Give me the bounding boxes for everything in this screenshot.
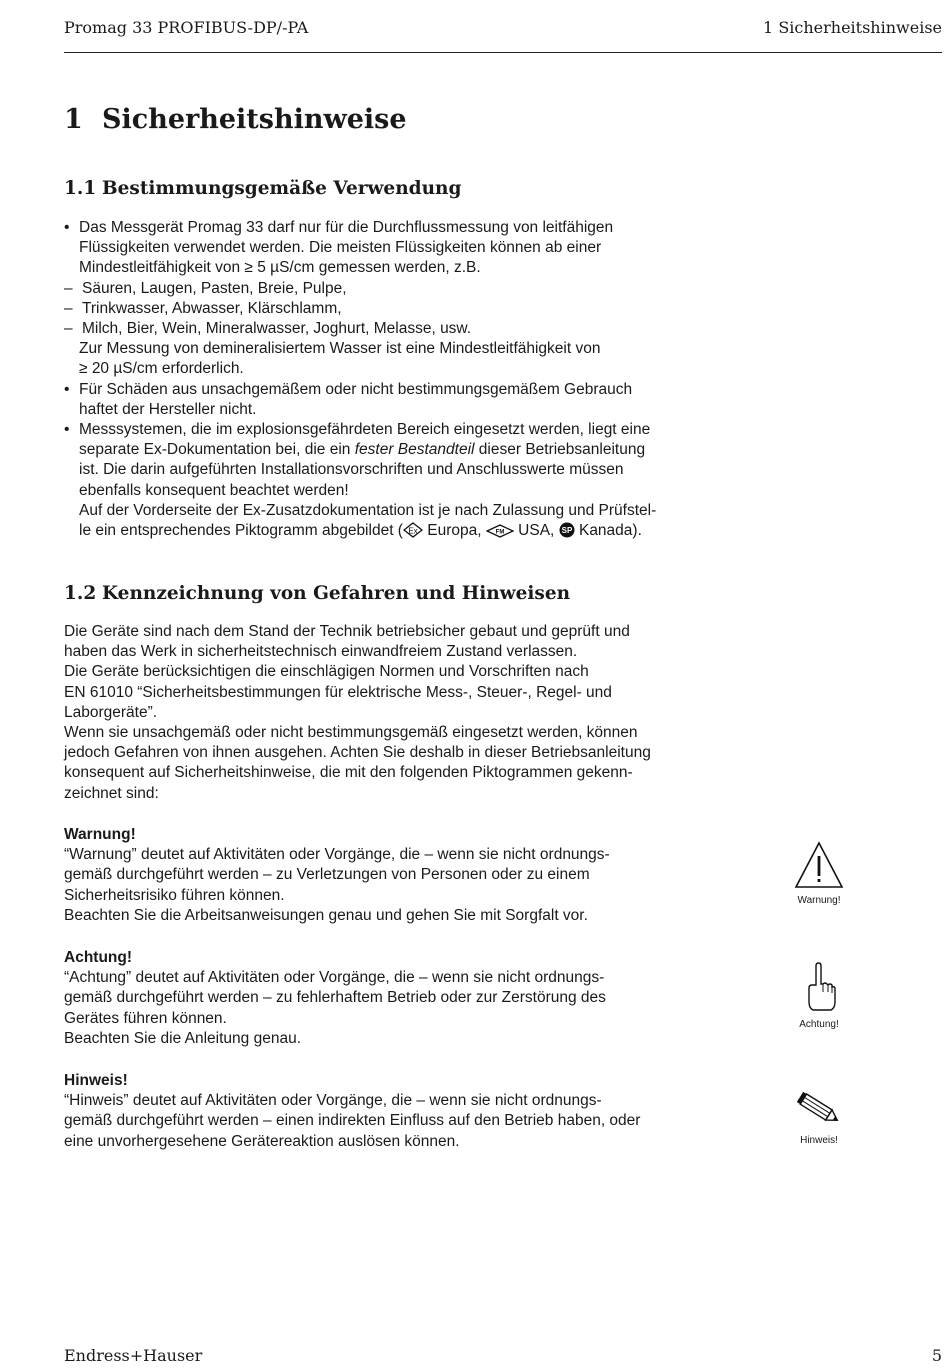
section-heading-1-2 [64,582,570,606]
page-header [64,18,942,53]
note-title: Hinweis! [64,1072,128,1089]
warning-block: Warnung! “Warnung” deutet auf Aktivitäten oder Vorgänge, die – wenn sie nicht ordnungs- gemäß durchgeführt werden – zu Verletzungen von Personen oder zu einem Sicherheitsrisiko führen können. Beachten Sie die Arbeitsanweisungen genau und gehen Sie mit Sorgfalt vor. [64,825,724,926]
caution-pictogram [784,962,854,1031]
section-1-1-body: • Das Messgerät Promag 33 darf nur für die Durchflussmessung von leitfähigen Flüssigkeiten verwendet werden. Die meisten Flüssigkeiten können ab einer Mindestleitfähigkeit von ≥ 5 µS/cm gemessen werden, z.B. – Säuren, Laugen, Pasten, Breie, Pulpe, – Trinkwasser, Abwasser, Klärschlamm, – Milch, Bier, Wein, Mineralwasser, Joghurt, Melasse, usw. Zur Messung von demineralisiertem Wasser ist eine Mindestleitfähigkeit von ≥ 20 µS/cm erforderlich. • Für Schäden aus unsachgemäßem oder nicht bestimmungsgemäßem Gebrauch haftet der Hersteller nicht. • Messsystemen, die im explosionsgefährdeten Bereich eingesetzt werden, liegt eine separate Ex-Dokumentation bei, die ein fester Bestandteil dieser Betriebsanleitung ist. Die darin aufgeführten Installationsvorschriften und Anschlusswerte müssen ebenfalls konsequent beachtet werden! Auf der Vorderseite der Ex-Zusatzdokumentation ist je nach Zulassung und Prüfstel- le ein entsprechendes Piktogramm abgebildet ( Ex Europa, FM USA, SP Kanada). [64,218,724,544]
section-heading-1-1 [64,177,461,201]
pencil-icon [794,1090,844,1130]
fm-usa-icon [486,524,514,544]
section-title: Kennzeichnung von Gefahren und Hinweisen [102,583,571,604]
note-pictogram [784,1090,854,1147]
section-number: 1.2 [64,583,97,604]
chapter-number: 1 [64,104,83,135]
note-block: Hinweis! “Hinweis” deutet auf Aktivitäten oder Vorgänge, die – wenn sie nicht ordnungs- gemäß durchgeführt werden – einen indirekten Einfluss auf den Betrieb haben, oder eine unvorhergesehene Gerätereaktion auslösen können. [64,1071,724,1152]
warning-title: Warnung! [64,826,136,843]
dash-item-1: – Säuren, Laugen, Pasten, Breie, Pulpe, [64,279,347,297]
pointing-hand-icon [801,962,837,1014]
svg-text:FM: FM [495,529,505,536]
bullet-item-3: • Messsystemen, die im explosionsgefährdeten Bereich eingesetzt werden, liegt eine separate Ex-Dokumentation bei, die ein fester Bestandteil dieser Betriebsanleitung ist. Die darin aufgeführten Installationsvorschriften und Anschlusswerte müssen ebenfalls konsequent beachtet werden! Auf der Vorderseite der Ex-Zusatzdokumentation ist je nach Zulassung und Prüfstel- le ein entsprechendes Piktogramm abgebildet ( Ex Europa, FM USA, SP Kanada). [64,420,724,544]
section-1-2-intro: Die Geräte sind nach dem Stand der Technik betriebsicher gebaut und geprüft und haben das Werk in sicherheitstechnisch einwandfreiem Zustand verlassen. Die Geräte berücksichtigen die einschlägigen Normen und Vorschriften nach EN 61010 “Sicherheitsbestimmungen für elektrische Mess-, Steuer-, Regel- und Laborgeräte”. Wenn sie unsachgemäß oder nicht bestimmungsgemäß eingesetzt werden, können jedoch Gefahren von ihnen ausgehen. Achten Sie deshalb in dieser Betriebsanleitung konsequent auf Sicherheitshinweise, die mit den folgenden Piktogrammen gekenn- zeichnet sind: [64,623,651,802]
caution-block: Achtung! “Achtung” deutet auf Aktivitäten oder Vorgänge, die – wenn sie nicht ordnungs- gemäß durchgeführt werden – zu fehlerhaftem Betrieb oder zur Zerstörung des Gerätes führen können. Beachten Sie die Anleitung genau. [64,948,724,1049]
bullet-item-1: • Das Messgerät Promag 33 darf nur für die Durchflussmessung von leitfähigen Flüssigkeiten verwendet werden. Die meisten Flüssigkeiten können ab einer Mindestleitfähigkeit von ≥ 5 µS/cm gemessen werden, z.B. [64,219,614,277]
bullet-item-2: • Für Schäden aus unsachgemäßem oder nicht bestimmungsgemäßem Gebrauch haftet der Hersteller nicht. [64,380,633,418]
footer-company: Endress+Hauser [64,1346,203,1365]
ex-europe-icon [403,522,423,544]
chapter-heading [64,103,407,137]
page-number: 5 [931,1346,942,1365]
warning-pictogram [784,840,854,907]
section-title: Bestimmungsgemäße Verwendung [102,178,462,199]
header-chapter-title: 1 Sicherheitshinweise [763,18,942,37]
warning-triangle-icon [794,840,844,890]
dash-item-3: – Milch, Bier, Wein, Mineralwasser, Joghurt, Melasse, usw. [64,320,472,338]
svg-text:SP: SP [561,526,573,536]
dash-item-2: – Trinkwasser, Abwasser, Klärschlamm, [64,299,342,317]
caution-title: Achtung! [64,949,133,966]
section-number: 1.1 [64,178,97,199]
caution-caption: Achtung! [799,1019,839,1030]
svg-text:Ex: Ex [408,526,418,536]
warning-caption: Warnung! [797,895,841,906]
header-document-title: Promag 33 PROFIBUS-DP/-PA [64,18,309,37]
csa-canada-icon [559,522,575,544]
chapter-title: Sicherheitshinweise [102,104,407,135]
note-caption: Hinweis! [800,1135,838,1146]
